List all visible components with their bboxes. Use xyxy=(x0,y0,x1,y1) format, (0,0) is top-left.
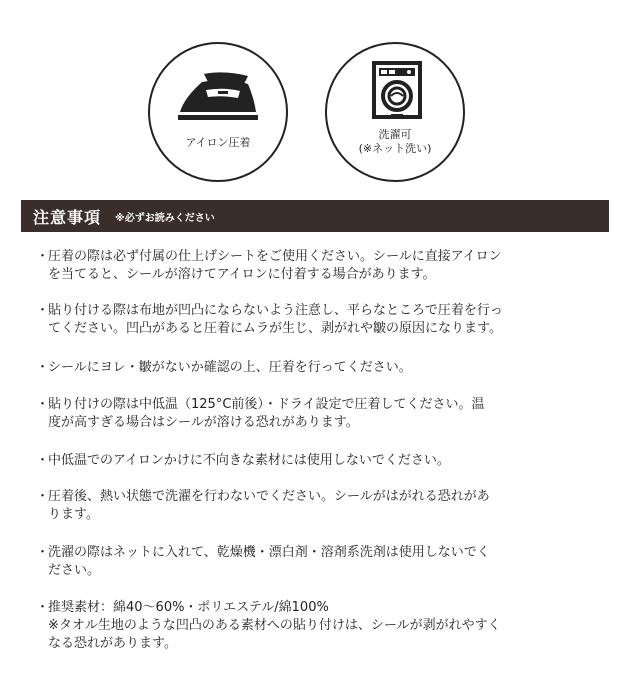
note-line: てください。凹凸があると圧着にムラが生じ、剥がれや皺の原因になります。 xyxy=(48,321,502,336)
note-8 xyxy=(36,599,596,653)
bullet: ・ xyxy=(36,545,50,560)
washing-machine-icon xyxy=(371,60,423,120)
wash-circle xyxy=(325,42,465,182)
note-line: 圧着後、熱い状態で洗濯を行わないでください。シールがはがれる恐れがあ xyxy=(48,489,490,504)
note-line: 貼り付けの際は中低温（125°C前後）・ドライ設定で圧着してください。温 xyxy=(48,397,485,412)
bullet: ・ xyxy=(36,600,50,615)
note-line: 洗濯の際はネットに入れて、乾燥機・漂白剤・溶剤系洗剤は使用しないでく xyxy=(48,545,490,560)
note-line: ださい。 xyxy=(48,563,101,578)
iron-icon xyxy=(174,68,264,128)
bullet: ・ xyxy=(36,489,50,504)
note-2 xyxy=(36,302,596,338)
bullet: ・ xyxy=(36,249,50,264)
note-5 xyxy=(36,452,596,470)
notice-subtitle: ※必ずお読みください xyxy=(115,212,215,224)
bullet: ・ xyxy=(36,360,50,375)
note-7 xyxy=(36,544,596,580)
note-line: ※タオル生地のような凹凸のある素材への貼り付けは、シールが剥がれやすく xyxy=(48,618,501,633)
note-line: シールにヨレ・皺がないか確認の上、圧着を行ってください。 xyxy=(48,360,412,375)
note-4 xyxy=(36,396,596,432)
note-line: 貼り付ける際は布地が凹凸にならないよう注意し、平らなところで圧着を行っ xyxy=(48,303,503,318)
note-line: 推奨素材：綿40〜60%・ポリエステル/綿100% xyxy=(48,600,329,615)
note-line: ります。 xyxy=(48,507,99,522)
wash-label xyxy=(327,128,463,156)
note-line: なる恐れがあります。 xyxy=(48,636,177,651)
note-1 xyxy=(36,248,596,284)
note-line: 圧着の際は必ず付属の仕上げシートをご使用ください。シールに直接アイロン xyxy=(48,249,502,264)
notice-title: 注意事項 xyxy=(33,207,102,227)
bullet: ・ xyxy=(36,303,50,318)
wash-label-line1: 洗濯可 xyxy=(378,128,412,141)
iron-circle xyxy=(148,42,288,182)
note-3 xyxy=(36,359,596,377)
note-6 xyxy=(36,488,596,524)
bullet: ・ xyxy=(36,397,50,412)
note-line: 中低温でのアイロンかけに不向きな素材には使用しないでください。 xyxy=(48,453,450,468)
bullet: ・ xyxy=(36,453,50,468)
iron-label: アイロン圧着 xyxy=(185,136,251,149)
note-line: を当てると、シールが溶けてアイロンに付着する場合があります。 xyxy=(48,267,436,282)
care-icons xyxy=(0,0,640,190)
note-line: 度が高すぎる場合はシールが溶ける恐れがあります。 xyxy=(48,415,359,430)
notice-header xyxy=(21,200,609,232)
wash-label-line2: (※ネット洗い) xyxy=(358,142,432,155)
